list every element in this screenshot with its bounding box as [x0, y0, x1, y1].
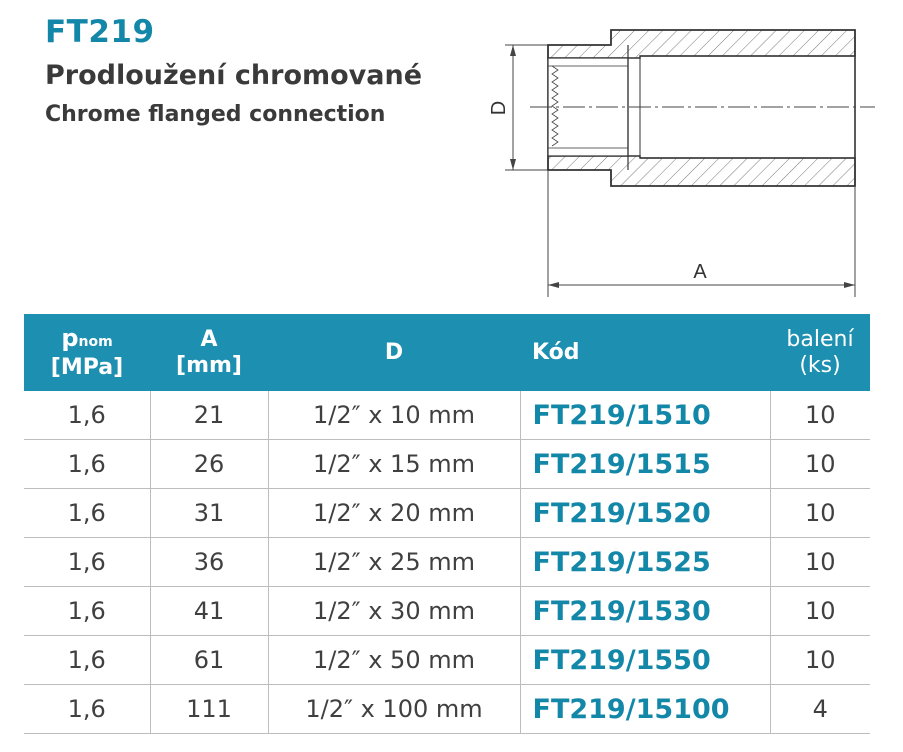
- cell-baleni: 10: [770, 489, 870, 538]
- cell-d: 1/2″ x 50 mm: [268, 636, 520, 685]
- cell-a: 31: [150, 489, 268, 538]
- cell-kod: FT219/1515: [520, 440, 770, 489]
- cell-pnom: 1,6: [24, 538, 150, 587]
- table-row: [24, 489, 870, 538]
- cell-d: 1/2″ x 30 mm: [268, 587, 520, 636]
- cell-d: 1/2″ x 100 mm: [268, 685, 520, 734]
- cell-d: 1/2″ x 15 mm: [268, 440, 520, 489]
- spec-table: [24, 314, 870, 734]
- table-row: [24, 440, 870, 489]
- header-pnom-unit: [MPa]: [50, 354, 124, 380]
- table-row: [24, 587, 870, 636]
- cell-baleni: 4: [770, 685, 870, 734]
- table-row: [24, 391, 870, 440]
- header-a-unit: [mm]: [176, 352, 242, 378]
- cell-a: 36: [150, 538, 268, 587]
- cell-a: 111: [150, 685, 268, 734]
- header-kod: Kód: [520, 314, 770, 391]
- cell-pnom: 1,6: [24, 685, 150, 734]
- cell-pnom: 1,6: [24, 587, 150, 636]
- header-baleni: [770, 314, 870, 391]
- dimension-label-d: D: [488, 100, 510, 116]
- header-baleni-unit: (ks): [799, 352, 841, 378]
- cell-kod: FT219/1550: [520, 636, 770, 685]
- cell-a: 26: [150, 440, 268, 489]
- cell-kod: FT219/15100: [520, 685, 770, 734]
- cell-d: 1/2″ x 25 mm: [268, 538, 520, 587]
- header-pnom-symbol: p: [61, 323, 79, 352]
- cell-kod: FT219/1520: [520, 489, 770, 538]
- technical-drawing: [0, 0, 903, 310]
- header-pnom: [24, 314, 150, 391]
- header-pnom-subscript: nom: [78, 333, 113, 350]
- table-row: [24, 538, 870, 587]
- cell-kod: FT219/1525: [520, 538, 770, 587]
- title-czech: Prodloužení chromované: [45, 60, 423, 91]
- fitting-body: [548, 30, 855, 186]
- table-row: [24, 636, 870, 685]
- header-a-label: A: [200, 326, 218, 352]
- table-row: [24, 685, 870, 734]
- dimension-label-a: A: [693, 261, 707, 283]
- cell-baleni: 10: [770, 391, 870, 440]
- cell-a: 41: [150, 587, 268, 636]
- cell-d: 1/2″ x 20 mm: [268, 489, 520, 538]
- cell-pnom: 1,6: [24, 440, 150, 489]
- cell-pnom: 1,6: [24, 391, 150, 440]
- header-a: [150, 314, 268, 391]
- cell-a: 21: [150, 391, 268, 440]
- cell-baleni: 10: [770, 538, 870, 587]
- cell-d: 1/2″ x 10 mm: [268, 391, 520, 440]
- table-header-row: [24, 314, 870, 391]
- product-code: FT219: [45, 14, 155, 50]
- header-d: D: [268, 314, 520, 391]
- header-baleni-label: balení: [786, 326, 854, 352]
- cell-baleni: 10: [770, 636, 870, 685]
- cell-pnom: 1,6: [24, 636, 150, 685]
- cell-kod: FT219/1530: [520, 587, 770, 636]
- cell-baleni: 10: [770, 440, 870, 489]
- cell-pnom: 1,6: [24, 489, 150, 538]
- cell-a: 61: [150, 636, 268, 685]
- cell-baleni: 10: [770, 587, 870, 636]
- cell-kod: FT219/1510: [520, 391, 770, 440]
- title-english: Chrome flanged connection: [45, 102, 386, 127]
